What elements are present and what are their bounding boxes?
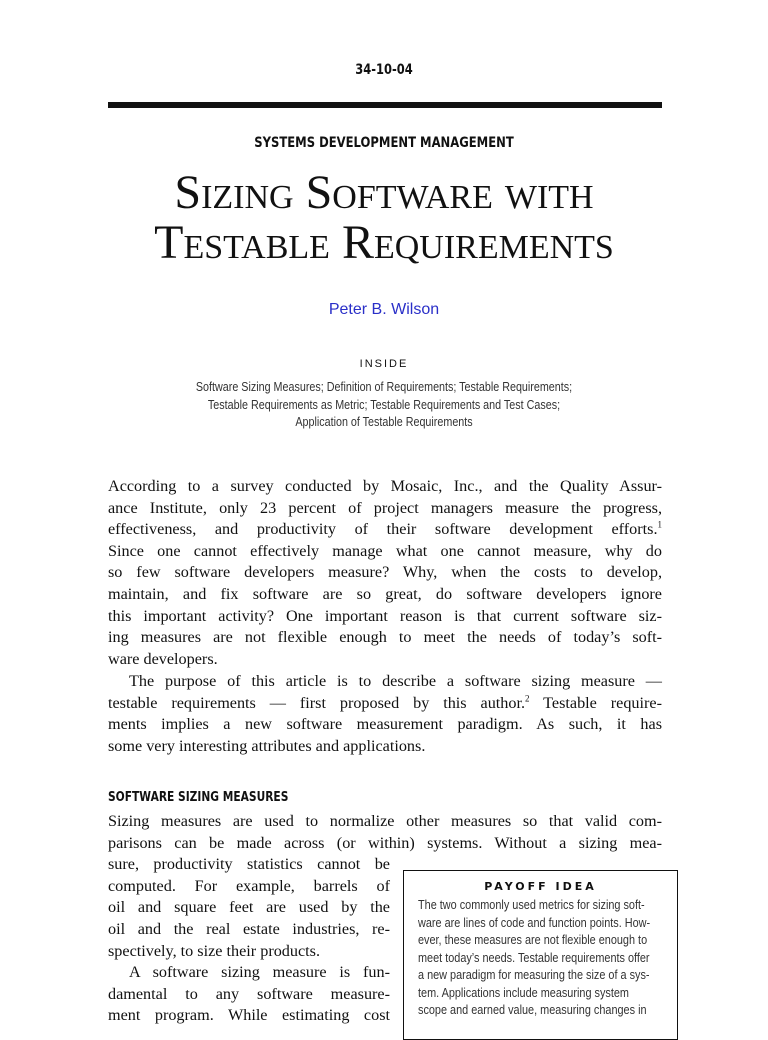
author-name: Peter B. Wilson	[328, 301, 440, 318]
payoff-idea-box	[403, 870, 678, 1040]
paragraph-line: parisons can be made across (or within) systems. Without a sizing mea-	[108, 833, 662, 852]
inside-topics	[0, 379, 768, 432]
paragraph-text: effectiveness, and productivity of their software development efforts.	[108, 520, 658, 539]
paragraph-line: Since one cannot effectively manage what one cannot measure, why do	[108, 541, 662, 560]
payoff-line: a new paradigm for measuring the size of a sys-	[418, 968, 650, 982]
paragraph-line: maintain, and fix software are so great, do software developers ignore	[108, 584, 662, 603]
payoff-line: meet today’s needs. Testable requirements offer	[418, 950, 650, 965]
paragraph-line: so few software developers measure? Why, when the costs to develop,	[108, 563, 662, 582]
paragraph-line: damental to any software measure-	[108, 984, 390, 1003]
purpose-paragraph	[108, 671, 662, 757]
paragraph-line: some very interesting attributes and applications.	[108, 736, 426, 755]
paragraph-line	[108, 693, 662, 715]
paragraph-line: ance Institute, only 23 percent of project managers measure the progress,	[108, 498, 662, 517]
payoff-line: The two commonly used metrics for sizing soft-	[418, 898, 645, 912]
section-label: SYSTEMS DEVELOPMENT MANAGEMENT	[254, 135, 514, 151]
title-line-2: Testable Requirements	[154, 216, 614, 269]
paragraph-line	[108, 519, 662, 541]
inside-topic-line: Application of Testable Requirements	[295, 415, 473, 429]
paragraph-line: A software sizing measure is fun-	[129, 963, 390, 982]
paragraph-text: testable requirements — first proposed by this author.	[108, 693, 526, 712]
inside-label: INSIDE	[359, 358, 409, 370]
paragraph-line: According to a survey conducted by Mosaic, Inc., and the Quality Assur-	[108, 477, 662, 495]
payoff-line: scope and earned value, measuring changes in	[418, 1003, 647, 1017]
paragraph-line: ment program. While estimating cost	[108, 1006, 390, 1025]
paragraph-line: ing measures are not flexible enough to meet the needs of today’s soft-	[108, 628, 662, 647]
footnote-ref: 2	[525, 693, 530, 704]
paragraph-line: oil and the real estate industries, re-	[108, 919, 390, 938]
article-title	[0, 168, 768, 268]
paragraph-line: oil and square feet are used by the	[108, 898, 390, 917]
paragraph-line: sure, productivity statistics cannot be	[108, 855, 390, 874]
document-number: 34-10-04	[355, 62, 413, 78]
intro-paragraph	[108, 476, 662, 670]
payoff-line: tem. Applications include measuring system	[418, 985, 629, 1000]
header-rule	[108, 102, 662, 108]
paragraph-line: this important activity? One important reason is that current software siz-	[108, 606, 662, 625]
paragraph-line: The purpose of this article is to describe a software sizing measure —	[129, 672, 662, 690]
paragraph-text: Testable require-	[529, 693, 662, 712]
footnote-ref: 1	[657, 519, 662, 530]
payoff-line: ever, these measures are not flexible enough to	[418, 933, 648, 947]
paragraph-line: ware developers.	[108, 649, 218, 668]
paragraph-line: spectively, to size their products.	[108, 941, 321, 960]
title-line-1: Sizing Software with	[174, 166, 594, 219]
paragraph-line: computed. For example, barrels of	[108, 876, 390, 895]
inside-topic-line: Testable Requirements as Metric; Testable Requirements and Test Cases;	[207, 397, 561, 412]
paragraph-line: ments implies a new software measurement paradigm. As such, it has	[108, 715, 662, 734]
payoff-line: ware are lines of code and function points. How-	[418, 915, 651, 930]
payoff-title: PAYOFF IDEA	[484, 880, 597, 893]
payoff-text	[418, 897, 679, 1020]
inside-topic-line: Software Sizing Measures; Definition of Requirements; Testable Requirements;	[195, 380, 573, 394]
paragraph-line: Sizing measures are used to normalize other measures so that valid com-	[108, 812, 662, 830]
section-heading: SOFTWARE SIZING MEASURES	[108, 790, 289, 805]
